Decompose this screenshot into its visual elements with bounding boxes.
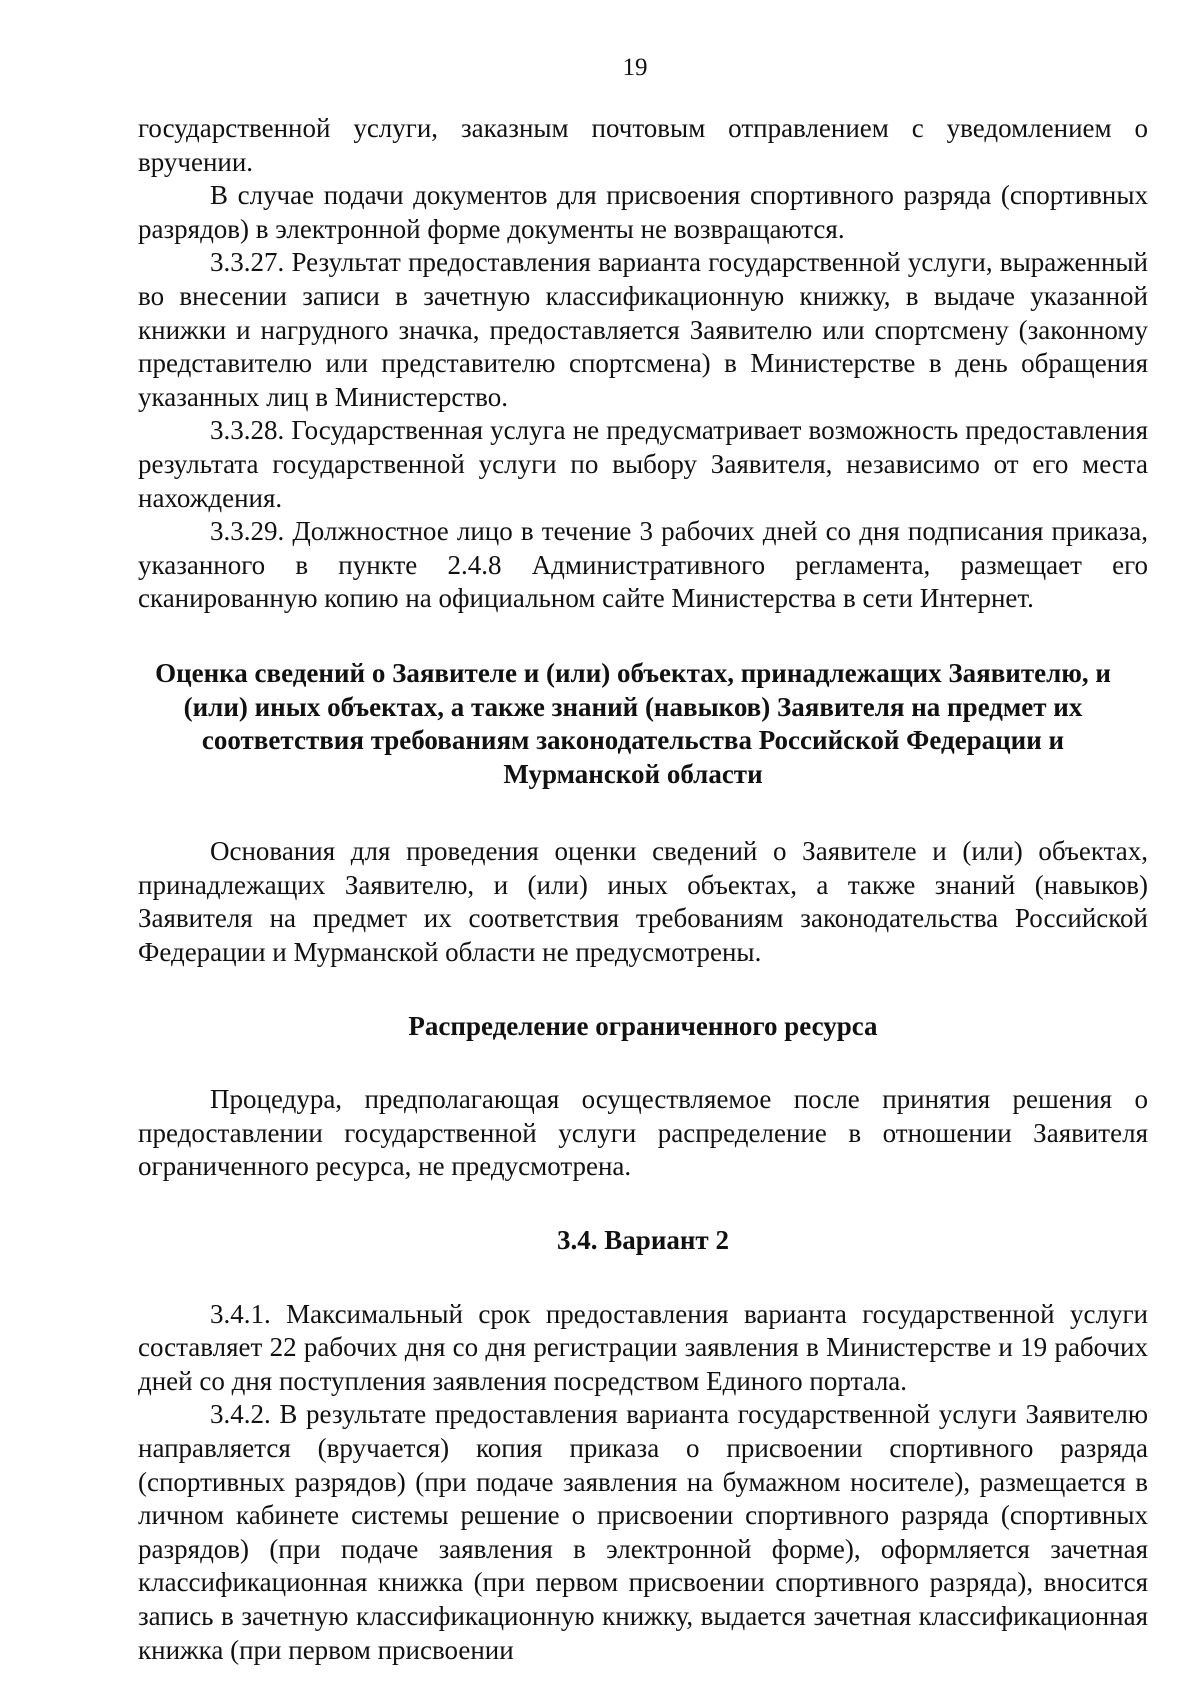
paragraph-resource: Процедура, предполагающая осуществляемое после принятия решения о предоставлении государственной услуги распределение в отношении Заявителя ограниченного ресурса, не предусмотрена.	[138, 1084, 1148, 1182]
paragraph-assessment: Основания для проведения оценки сведений о Заявителе и (или) объектах, принадлежащих Заявителю, и (или) иных объектах, а также знаний (навыков) Заявителя на предмет их соответствия требованиям законодательства Российской Федерации и Мурманской области не предусмотрены.	[138, 836, 1148, 968]
paragraph-continuation: государственной услуги, заказным почтовым отправлением с уведомлением о вручении.	[138, 113, 1148, 177]
paragraph-3-4-2: 3.4.2. В результате предоставления варианта государственной услуги Заявителю направляется (вручается) копия приказа о присвоении спортивного разряда (спортивных разрядов) (при подаче заявления на бумажном носителе), размещается в личном кабинете системы решение о присвоении спортивного разряда (спортивных разрядов) (при подаче заявления в электронной форме), оформляется зачетная классификационная книжка (при первом присвоении спортивного разряда), вносится запись в зачетную классификационную книжку, выдается зачетная классификационная книжка (при первом присвоении	[138, 1399, 1148, 1665]
paragraph-3-3-28: 3.3.28. Государственная услуга не предусматривает возможность предоставления результата государственной услуги по выбору Заявителя, независимо от его места нахождения.	[138, 415, 1148, 513]
heading-variant-2: 3.4. Вариант 2	[557, 1225, 729, 1256]
heading-assessment: Оценка сведений о Заявителе и (или) объектах, принадлежащих Заявителю, и (или) иных объектах, а также знаний (навыков) Заявителя на предмет их соответствия требованиям законодательства Российской Федерации и Мурманской области	[155, 657, 1111, 789]
page-content	[138, 112, 1148, 1667]
page-number: 19	[622, 54, 648, 81]
paragraph-3-4-1: 3.4.1. Максимальный срок предоставления варианта государственной услуги составляет 22 рабочих дня со дня регистрации заявления в Министерстве и 19 рабочих дней со дня поступления заявления посредством Единого портала.	[138, 1298, 1148, 1396]
paragraph-3-3-29: 3.3.29. Должностное лицо в течение 3 рабочих дней со дня подписания приказа, указанного в пункте 2.4.8 Административного регламента, размещает его сканированную копию на официальном сайте Министерства в сети Интернет.	[138, 516, 1148, 614]
paragraph-electronic-documents: В случае подачи документов для присвоения спортивного разряда (спортивных разрядов) в электронной форме документы не возвращаются.	[138, 180, 1148, 244]
paragraph-3-3-27: 3.3.27. Результат предоставления варианта государственной услуги, выраженный во внесении записи в зачетную классификационную книжку, в выдаче указанной книжки и нагрудного значка, предоставляется Заявителю или спортсмену (законному представителю или представителю спортсмена) в Министерстве в день обращения указанных лиц в Министерство.	[138, 247, 1148, 412]
heading-resource: Распределение ограниченного ресурса	[408, 1010, 878, 1041]
